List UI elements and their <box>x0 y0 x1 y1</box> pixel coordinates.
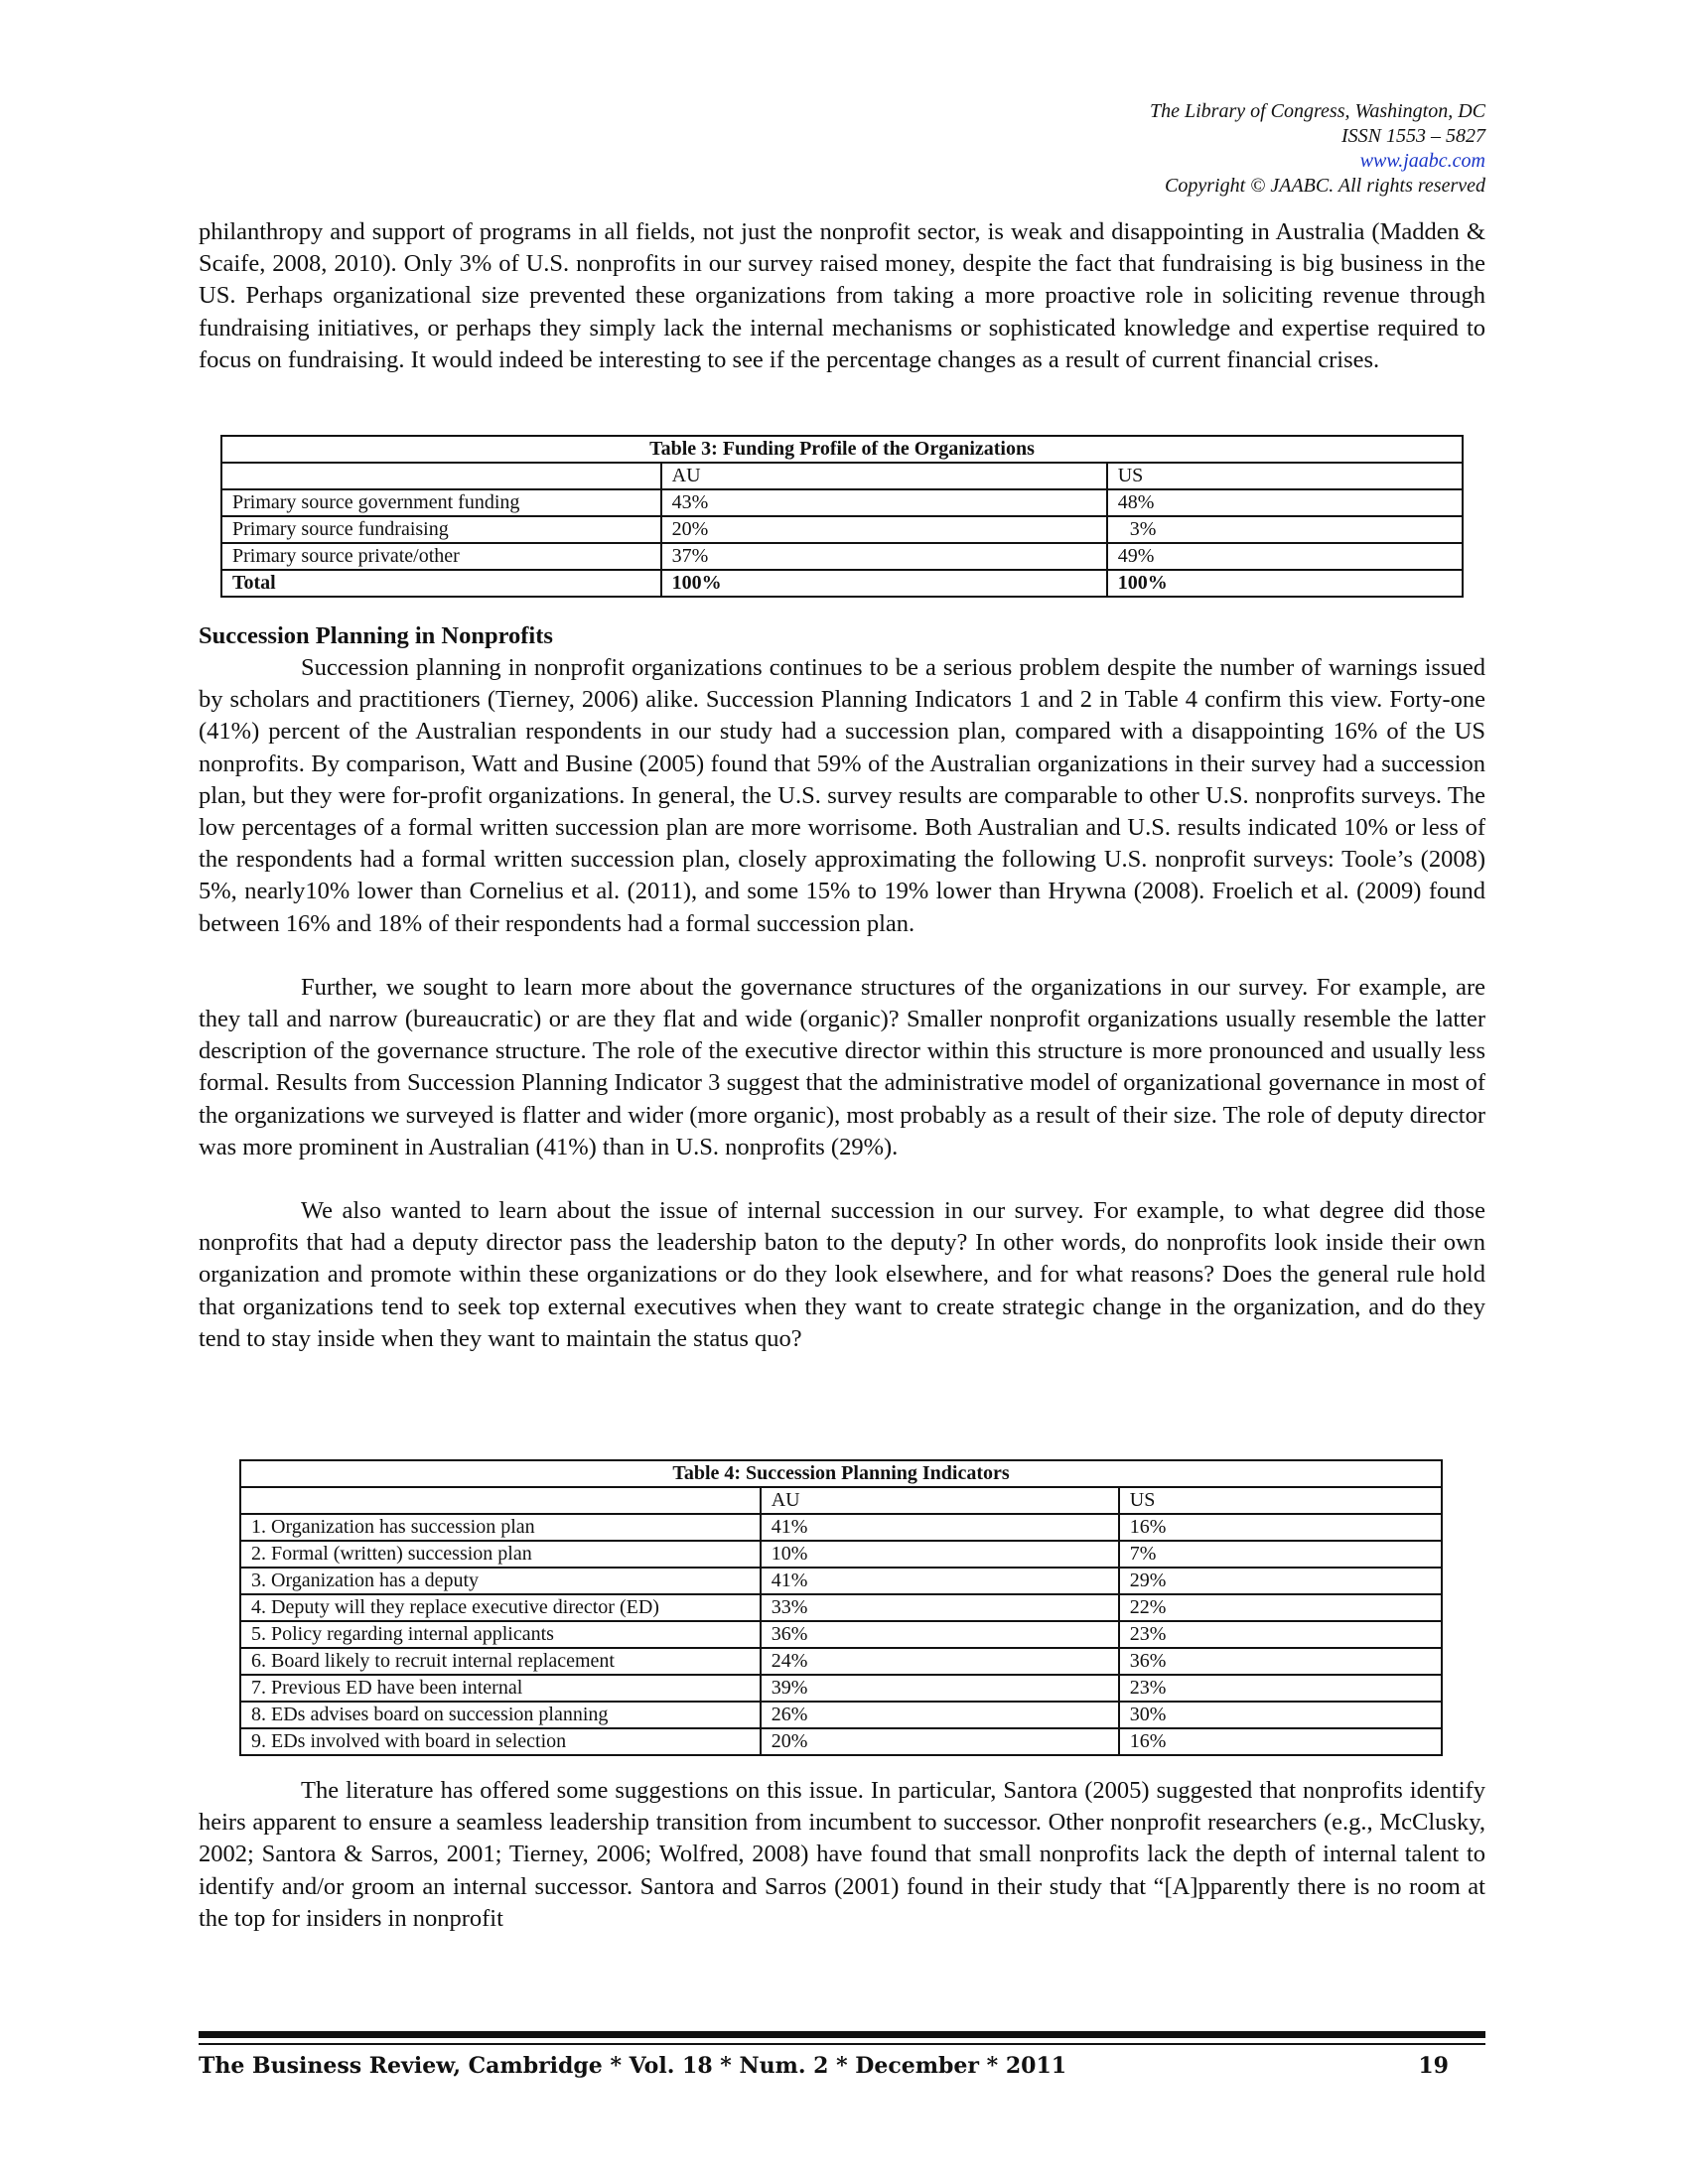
au-value: 10% <box>761 1541 1119 1568</box>
us-value: 7% <box>1119 1541 1442 1568</box>
row-label: 4. Deputy will they replace executive director (ED) <box>240 1594 761 1621</box>
header-copyright-line: Copyright © JAABC. All rights reserved <box>1165 175 1485 197</box>
header-issn-line: ISSN 1553 – 5827 <box>1341 125 1485 147</box>
table-total-row <box>221 570 1463 597</box>
succession-paragraphs <box>199 652 1485 1355</box>
row-label: Primary source private/other <box>221 543 661 570</box>
au-value: 41% <box>761 1568 1119 1594</box>
table-row <box>240 1568 1442 1594</box>
header-library-line: The Library of Congress, Washington, DC <box>1149 100 1485 122</box>
table-4-succession-indicators <box>239 1459 1443 1756</box>
table-row <box>240 1621 1442 1648</box>
row-label: 5. Policy regarding internal applicants <box>240 1621 761 1648</box>
table-row <box>240 1541 1442 1568</box>
header-website-link[interactable]: www.jaabc.com <box>1359 150 1485 172</box>
us-value: 36% <box>1119 1648 1442 1675</box>
us-value: 23% <box>1119 1621 1442 1648</box>
table-row <box>240 1675 1442 1702</box>
table-row <box>240 1594 1442 1621</box>
table-row <box>240 1648 1442 1675</box>
table-header-us: US <box>1119 1487 1442 1514</box>
table-row <box>240 1728 1442 1755</box>
table-row <box>240 1702 1442 1728</box>
table-header-empty <box>240 1487 761 1514</box>
row-label: 2. Formal (written) succession plan <box>240 1541 761 1568</box>
au-value: 43% <box>661 489 1107 516</box>
us-value: 49% <box>1107 543 1463 570</box>
total-label: Total <box>221 570 661 597</box>
row-label: 9. EDs involved with board in selection <box>240 1728 761 1755</box>
au-value: 39% <box>761 1675 1119 1702</box>
au-value: 20% <box>661 516 1107 543</box>
au-value: 33% <box>761 1594 1119 1621</box>
table-3-funding-profile <box>220 435 1464 598</box>
us-value: 23% <box>1119 1675 1442 1702</box>
row-label: 7. Previous ED have been internal <box>240 1675 761 1702</box>
closing-paragraph-block <box>199 1775 1485 1935</box>
row-label: 3. Organization has a deputy <box>240 1568 761 1594</box>
intro-paragraph: philanthropy and support of programs in all fields, not just the nonprofit sector, is weak and disappointing in Australia (Madden & Scaife, 2008, 2010). Only 3% of U.S. nonprofits in our survey raised money, despite the fact that fundraising is big business in the US. Perhaps organizational size prevented these organizations from taking a more proactive role in soliciting revenue through fundraising initiatives, or perhaps they simply lack the internal mechanisms or sophisticated knowledge and expertise required to focus on fundraising. It would indeed be interesting to see if the percentage changes as a result of current financial crises. <box>199 218 1485 373</box>
us-value: 30% <box>1119 1702 1442 1728</box>
table-4-caption: Table 4: Succession Planning Indicators <box>240 1460 1442 1487</box>
au-value: 20% <box>761 1728 1119 1755</box>
row-label: Primary source fundraising <box>221 516 661 543</box>
closing-paragraph: The literature has offered some suggestions on this issue. In particular, Santora (2005) suggested that nonprofits identify heirs apparent to ensure a seamless leadership transition from incumbent to successor. Other nonprofit researchers (e.g., McClusky, 2002; Santora & Sarros, 2001; Tierney, 2006; Wolfred, 2008) have found that small nonprofits lack the depth of internal talent to identify and/or groom an internal successor. Santora and Sarros (2001) found in their study that “[A]pparently there is no room at the top for insiders in nonprofit <box>199 1777 1485 1932</box>
intro-paragraph-block <box>199 216 1485 376</box>
us-value: 48% <box>1107 489 1463 516</box>
running-header <box>790 99 1485 199</box>
us-value: 16% <box>1119 1728 1442 1755</box>
total-au-value: 100% <box>661 570 1107 597</box>
us-value: 16% <box>1119 1514 1442 1541</box>
paragraph-internal-succession: We also wanted to learn about the issue of internal succession in our survey. For example, to what degree did those nonprofits that had a deputy director pass the leadership baton to the deputy? In other words, do nonprofits look inside their own organization and promote within these organizations or do they look elsewhere, and for what reasons? Does the general rule hold that organizations tend to seek top external executives when they want to create strategic change in the organization, and do they tend to stay inside when they want to maintain the status quo? <box>199 1197 1485 1352</box>
table-row <box>240 1514 1442 1541</box>
table-header-au: AU <box>661 463 1107 489</box>
row-label: 8. EDs advises board on succession planning <box>240 1702 761 1728</box>
table-row <box>221 489 1463 516</box>
us-value: 22% <box>1119 1594 1442 1621</box>
us-value: 29% <box>1119 1568 1442 1594</box>
page-number: 19 <box>1418 2053 1449 2079</box>
au-value: 26% <box>761 1702 1119 1728</box>
au-value: 36% <box>761 1621 1119 1648</box>
table-row <box>221 543 1463 570</box>
table-row <box>221 516 1463 543</box>
row-label: 6. Board likely to recruit internal replacement <box>240 1648 761 1675</box>
paragraph-governance: Further, we sought to learn more about the governance structures of the organizations in our survey. For example, are they tall and narrow (bureaucratic) or are they flat and wide (organic)? Smaller nonprofit organizations usually resemble the latter description of the governance structure. The role of the executive director within this structure is more pronounced and usually less formal. Results from Succession Planning Indicator 3 suggest that the administrative model of organizational governance in most of the organizations we surveyed is flatter and wider (more organic), most probably as a result of their size. The role of deputy director was more prominent in Australian (41%) than in U.S. nonprofits (29%). <box>199 973 1485 1160</box>
footer-journal-citation: The Business Review, Cambridge * Vol. 18 * Num. 2 * December * 2011 <box>199 2053 1067 2079</box>
au-value: 37% <box>661 543 1107 570</box>
footer-rule-thick <box>199 2031 1485 2038</box>
au-value: 24% <box>761 1648 1119 1675</box>
table-3-caption: Table 3: Funding Profile of the Organizations <box>221 436 1463 463</box>
footer-rule-thin <box>199 2043 1485 2045</box>
total-us-value: 100% <box>1107 570 1463 597</box>
table-header-empty <box>221 463 661 489</box>
au-value: 41% <box>761 1514 1119 1541</box>
row-label: Primary source government funding <box>221 489 661 516</box>
section-heading: Succession Planning in Nonprofits <box>199 622 553 649</box>
row-label: 1. Organization has succession plan <box>240 1514 761 1541</box>
table-header-au: AU <box>761 1487 1119 1514</box>
us-value: 3% <box>1107 516 1463 543</box>
table-header-us: US <box>1107 463 1463 489</box>
running-footer <box>199 2053 1485 2087</box>
paragraph-succession-planning: Succession planning in nonprofit organizations continues to be a serious problem despite the number of warnings issued by scholars and practitioners (Tierney, 2006) alike. Succession Planning Indicators 1 and 2 in Table 4 confirm this view. Forty-one (41%) percent of the Australian respondents in our study had a succession plan, compared with a disappointing 16% of the US nonprofits. By comparison, Watt and Busine (2005) found that 59% of the Australian organizations in their survey had a succession plan, but they were for-profit organizations. In general, the U.S. survey results are comparable to other U.S. nonprofits surveys. The low percentages of a formal written succession plan are more worrisome. Both Australian and U.S. results indicated 10% or less of the respondents had a formal written succession plan, closely approximating the following U.S. nonprofit surveys: Toole’s (2008) 5%, nearly10% lower than Cornelius et al. (2011), and some 15% to 19% lower than Hrywna (2008). Froelich et al. (2009) found between 16% and 18% of their respondents had a formal succession plan. <box>199 654 1485 937</box>
